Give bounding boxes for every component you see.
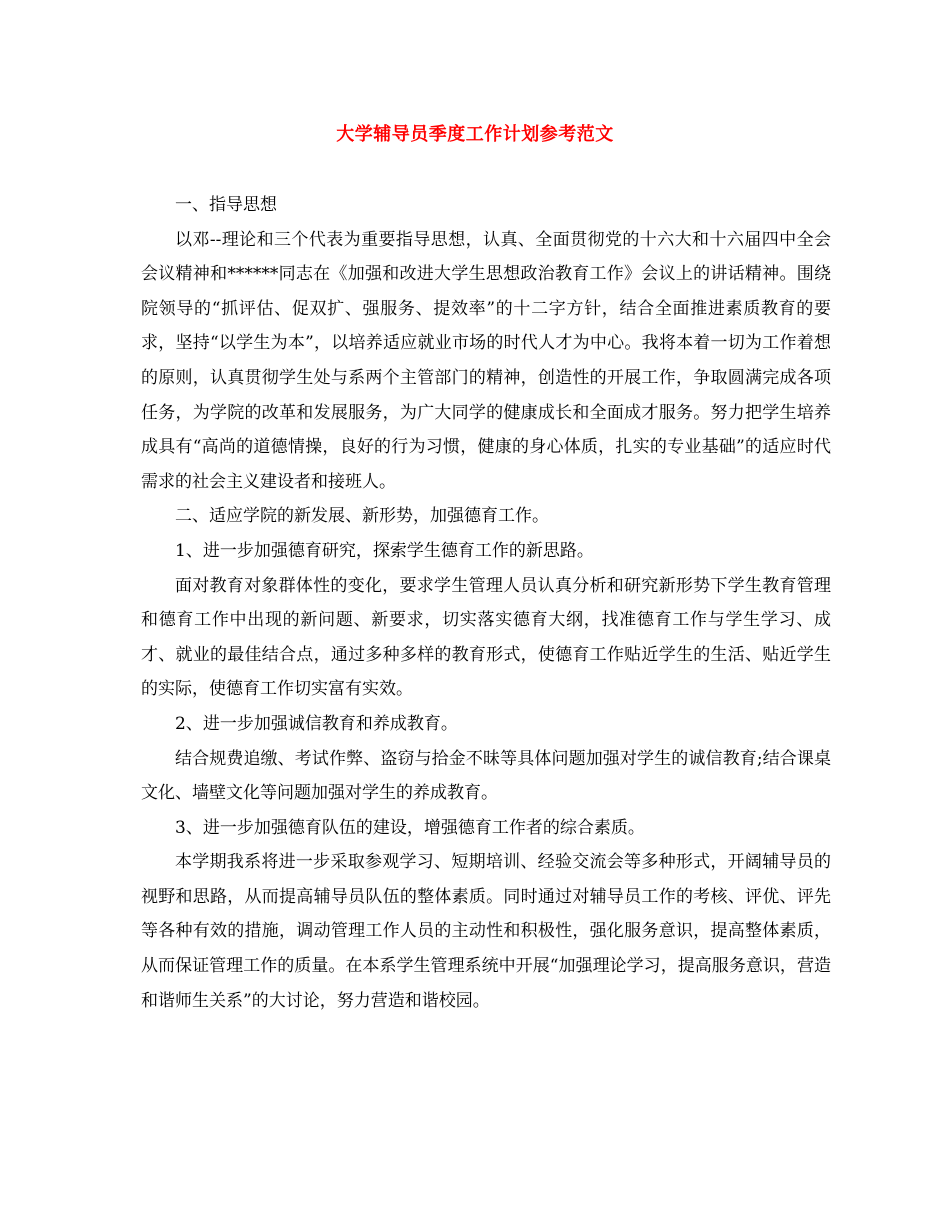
document-title: 大学辅导员季度工作计划参考范文 (336, 124, 614, 145)
section-heading-moral-education: 二、适应学院的新发展、新形势，加强德育工作。 (175, 506, 549, 527)
subheading-integrity-education: 2、进一步加强诚信教育和养成教育。 (175, 713, 458, 734)
section-heading-guiding-ideology: 一、指导思想 (175, 195, 277, 215)
paragraph-moral-research: 面对教育对象群体性的变化，要求学生管理人员认真分析和研究新形势下学生教育管理和德育工作中出现的新问题、新要求，切实落实德育大纲，找准德育工作与学生学习、成才、就业的最佳结合点，通过多种多样的教育形式，使德育工作贴近学生的生活、贴近学生的实际，使德育工作切实富有实效。 (141, 575, 831, 700)
paragraph-team-building: 本学期我系将进一步采取参观学习、短期培训、经验交流会等多种形式，开阔辅导员的视野和思路，从而提高辅导员队伍的整体素质。同时通过对辅导员工作的考核、评优、评先等各种有效的措施，调动管理工作人员的主动性和积极性，强化服务意识，提高整体素质，从而保证管理工作的质量。在本系学生管理系统中开展“加强理论学习，提高服务意识，营造和谐师生关系”的大讨论，努力营造和谐校园。 (141, 852, 831, 1011)
paragraph-guiding-ideology: 以邓--理论和三个代表为重要指导思想，认真、全面贯彻党的十六大和十六届四中全会会议精神和******同志在《加强和改进大学生思想政治教育工作》会议上的讲话精神。围绕院领导的“抓评估、促双扩、强服务、提效率”的十二字方针，结合全面推进素质教育的要求，坚持“以学生为本”，以培养适应就业市场的时代人才为中心。我将本着一切为工作着想的原则，认真贯彻学生处与系两个主管部门的精神，创造性的开展工作，争取圆满完成各项任务，为学院的改革和发展服务，为广大同学的健康成长和全面成才服务。努力把学生培养成具有“高尚的道德情操，良好的行为习惯，健康的身心体质，扎实的专业基础”的适应时代需求的社会主义建设者和接班人。 (141, 229, 831, 492)
document-body (141, 188, 831, 1018)
subheading-team-building: 3、进一步加强德育队伍的建设，增强德育工作者的综合素质。 (175, 817, 645, 838)
paragraph-integrity-education: 结合规费追缴、考试作弊、盗窃与拾金不昧等具体问题加强对学生的诚信教育;结合课桌文化、墙壁文化等问题加强对学生的养成教育。 (141, 748, 831, 804)
subheading-moral-research: 1、进一步加强德育研究，探索学生德育工作的新思路。 (175, 540, 594, 561)
